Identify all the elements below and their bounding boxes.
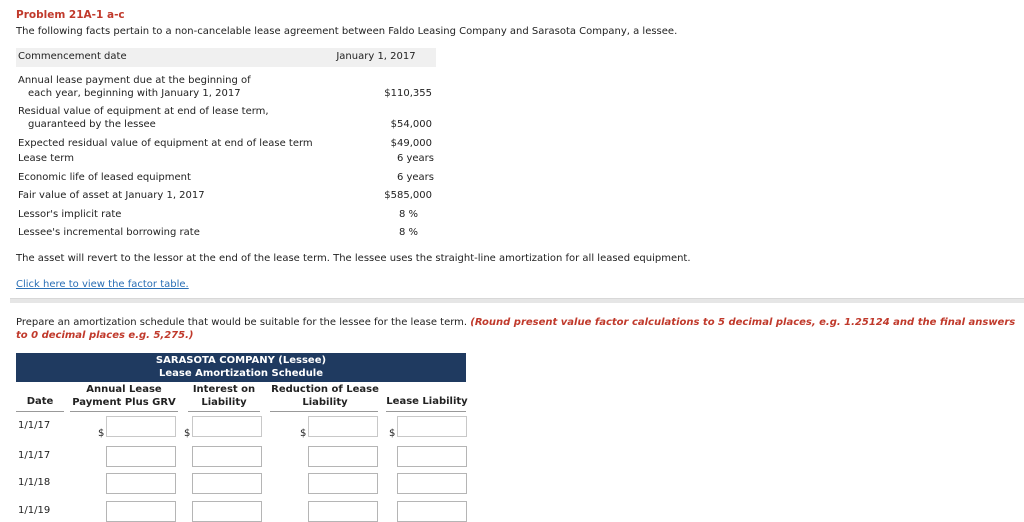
header-rule [270,411,378,412]
reduction-input[interactable] [308,473,378,494]
instructions-main: Prepare an amortization schedule that would be suitable for the lessee for the lease term. [16,317,468,328]
fact-label: Lessor's implicit rate [18,208,122,220]
fact-value: $585,000 [384,190,432,201]
header-rule [386,411,466,412]
fact-label: Lessee's incremental borrowing rate [18,227,200,238]
payment-input[interactable] [106,501,176,522]
fact-commencement [16,48,436,67]
problem-intro: The following facts pertain to a non-cancelable lease agreement between Faldo Leasing Company and Sarasota Company, a lessee. [16,26,678,37]
col-payment: Annual Lease Payment Plus GRV [72,384,176,408]
row-date: 1/1/17 [18,420,51,431]
col-date: Date [26,396,54,407]
reduction-input[interactable] [308,446,378,467]
interest-input[interactable] [192,416,262,437]
payment-input[interactable] [106,473,176,494]
instructions [16,316,1020,342]
liability-input[interactable] [397,446,467,467]
fact-value: 6 years [396,153,434,164]
fact-value: $54,000 [390,118,432,130]
fact-value: 6 years [396,171,434,183]
payment-input[interactable] [106,416,176,437]
col-interest: Interest on Liability [192,384,256,408]
fact-label: Expected residual value of equipment at end of lease term [18,137,313,149]
fact-label: Residual value of equipment at end of lease term, guaranteed by the lessee [18,106,269,130]
fact-value: $49,000 [390,137,432,149]
row-date: 1/1/17 [18,450,51,461]
rounding-note: (Round present value factor calculations to 5 decimal places, e.g. 1.25124 and the final answers to 0 decimal places e.g. 5,275.) [16,317,1016,341]
schedule-header [16,353,466,382]
schedule-title: Lease Amortization Schedule [158,367,324,379]
fact-incremental-rate [16,224,436,243]
fact-label: Economic life of leased equipment [18,171,191,183]
fact-fair-value [16,187,436,206]
currency-sign: $ [389,428,396,439]
row-date: 1/1/18 [18,477,51,488]
fact-implicit-rate [16,206,436,225]
fact-label: Annual lease payment due at the beginning of each year, beginning with January 1, 2017 [18,75,251,99]
interest-input[interactable] [192,446,262,467]
reduction-input[interactable] [308,501,378,522]
payment-input[interactable] [106,446,176,467]
reduction-input[interactable] [308,416,378,437]
header-rule [188,411,260,412]
fact-label: Lease term [18,153,74,164]
liability-input[interactable] [397,416,467,437]
problem-title: Problem 21A-1 a-c [16,9,125,21]
fact-value: January 1, 2017 [336,51,416,63]
currency-sign: $ [300,428,307,439]
fact-value: $110,355 [384,87,432,99]
fact-life [16,169,436,188]
liability-input[interactable] [397,473,467,494]
facts-table [16,48,436,243]
header-rule [70,411,178,412]
col-liability: Lease Liability [386,396,468,407]
currency-sign: $ [98,428,105,439]
fact-label: Commencement date [18,51,127,63]
fact-residual [16,100,436,131]
liability-input[interactable] [397,501,467,522]
row-date: 1/1/19 [18,505,51,516]
fact-value: 8 % [398,227,418,238]
header-rule [16,411,64,412]
interest-input[interactable] [192,473,262,494]
fact-label: Fair value of asset at January 1, 2017 [18,190,205,201]
fact-expected [16,131,436,150]
col-reduction: Reduction of Lease Liability [271,384,379,408]
factor-table-link[interactable]: Click here to view the factor table. [16,279,189,290]
fact-value: 8 % [398,208,418,220]
fact-payment [16,69,436,100]
currency-sign: $ [184,428,191,439]
section-divider [10,298,1024,303]
interest-input[interactable] [192,501,262,522]
revert-note: The asset will revert to the lessor at the end of the lease term. The lessee uses the straight-line amortization for all leased equipment. [16,253,691,264]
schedule-company: SARASOTA COMPANY (Lessee) [155,355,327,366]
fact-term [16,150,436,169]
